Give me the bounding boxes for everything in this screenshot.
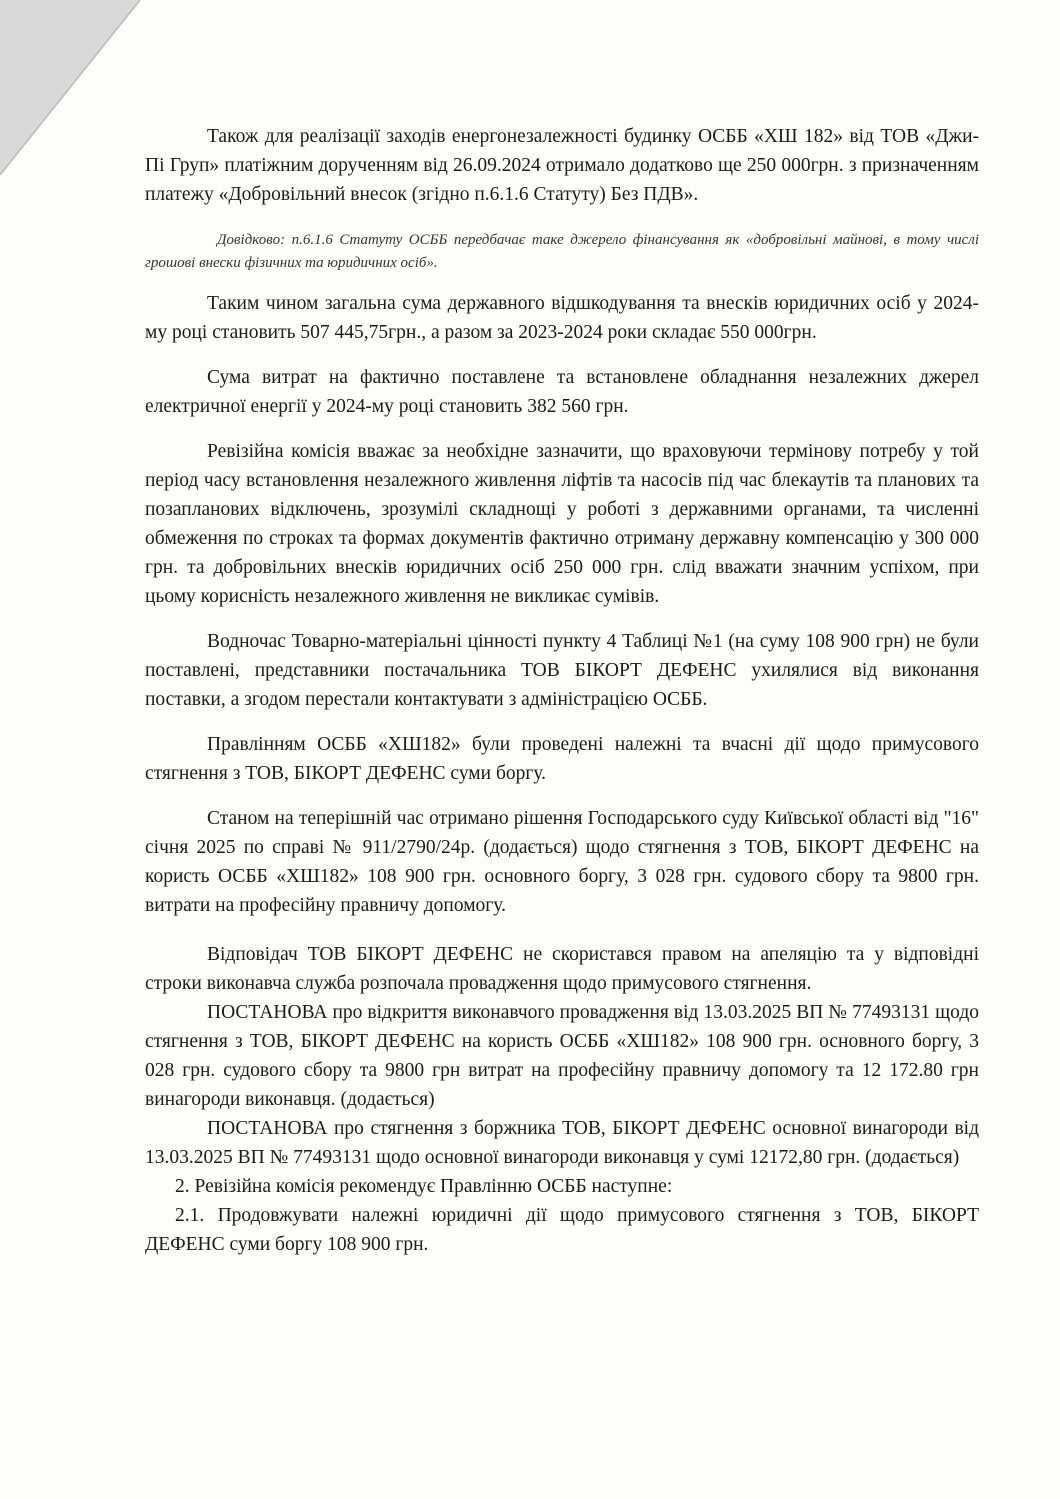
paragraph-enforcement-started: Відповідач ТОВ БІКОРТ ДЕФЕНС не скористався правом на апеляцію та у відповідні строки виконавча служба розпочала провадження щодо примусового стягнення. <box>145 944 979 994</box>
page-fold-corner <box>0 0 150 180</box>
paragraph-total-sum: Таким чином загальна сума державного відшкодування та внесків юридичних осіб у 2024-му році становить 507 445,75грн., а разом за 2023-2024 роки складає 550 000грн. <box>145 293 979 343</box>
paragraph-audit-commission-opinion: Ревізійна комісія вважає за необхідне зазначити, що враховуючи термінову потребу у той період часу встановлення незалежного живлення ліфтів та насосів під час блекаутів та планових та позапланових відключень, зрозумілі складнощі у роботі з державними органами, та численні обмеження по строках та формах документів фактично отриману державну компенсацію у 300 000 грн. та добровільних внесків юридичних осіб 250 000 грн. слід вважати значним успіхом, при цьому корисність незалежного живлення не викликає сумівів. <box>145 441 979 607</box>
paragraph-fee-resolution: ПОСТАНОВА про стягнення з боржника ТОВ, БІКОРТ ДЕФЕНС основної винагороди від 13.03.2025 ВП № 77493131 щодо основної винагороди виконавця у сумі 12172,80 грн. (додається) <box>145 1118 979 1168</box>
reference-note: Довідково: п.6.1.6 Статуту ОСББ передбачає таке джерело фінансування як «добровільні майнові, в тому числі грошові внески фізичних та юридичних осіб». <box>145 232 979 271</box>
paragraph-goods-not-delivered: Водночас Товарно-матеріальні цінності пункту 4 Таблиці №1 (на суму 108 900 грн) не були поставлені, представники постачальника ТОВ БІКОРТ ДЕФЕНС ухилялися від виконання поставки, а згодом перестали контактувати з адміністрацією ОСББ. <box>145 631 979 710</box>
paragraph-expenses: Сума витрат на фактично поставлене та встановлене обладнання незалежних джерел електричної енергії у 2024-му році становить 382 560 грн. <box>145 367 979 417</box>
paragraph-enforcement-resolution: ПОСТАНОВА про відкриття виконавчого провадження від 13.03.2025 ВП № 77493131 щодо стягнення з ТОВ, БІКОРТ ДЕФЕНС на користь ОСББ «ХШ182» 108 900 грн. основного боргу, 3 028 грн. судового сбору та 9800 грн витрат на професійну правничу допомогу та 12 172.80 грн винагороди виконавця. (додається) <box>145 1002 979 1110</box>
paragraph-court-decision: Станом на теперішній час отримано рішення Господарського суду Київської області від "16" січня 2025 по справі № 911/2790/24р. (додається) щодо стягнення з ТОВ, БІКОРТ ДЕФЕНС на користь ОСББ «ХШ182» 108 900 грн. основного боргу, 3 028 грн. судового сбору та 9800 грн. витрати на професійну правничу допомогу. <box>145 808 979 916</box>
paragraph-board-actions: Правлінням ОСББ «ХШ182» були проведені належні та вчасні дії щодо примусового стягнення з ТОВ, БІКОРТ ДЕФЕНС суми боргу. <box>145 734 979 784</box>
section-2-heading: 2. Ревізійна комісія рекомендує Правлінню ОСББ наступне: <box>175 1176 673 1197</box>
document-body <box>145 122 979 1259</box>
paragraph-gp-group-contribution: Також для реалізації заходів енергонезалежності будинку ОСББ «ХШ 182» від ТОВ «Джи-Пі Груп» платіжним дорученням від 26.09.2024 отримало додатково ще 250 000грн. з призначенням платежу «Добровільний внесок (згідно п.6.1.6 Статуту) Без ПДВ». <box>145 126 979 205</box>
recommendation-2-1: 2.1. Продовжувати належні юридичні дії щодо примусового стягнення з ТОВ, БІКОРТ ДЕФЕНС суми боргу 108 900 грн. <box>145 1205 979 1255</box>
